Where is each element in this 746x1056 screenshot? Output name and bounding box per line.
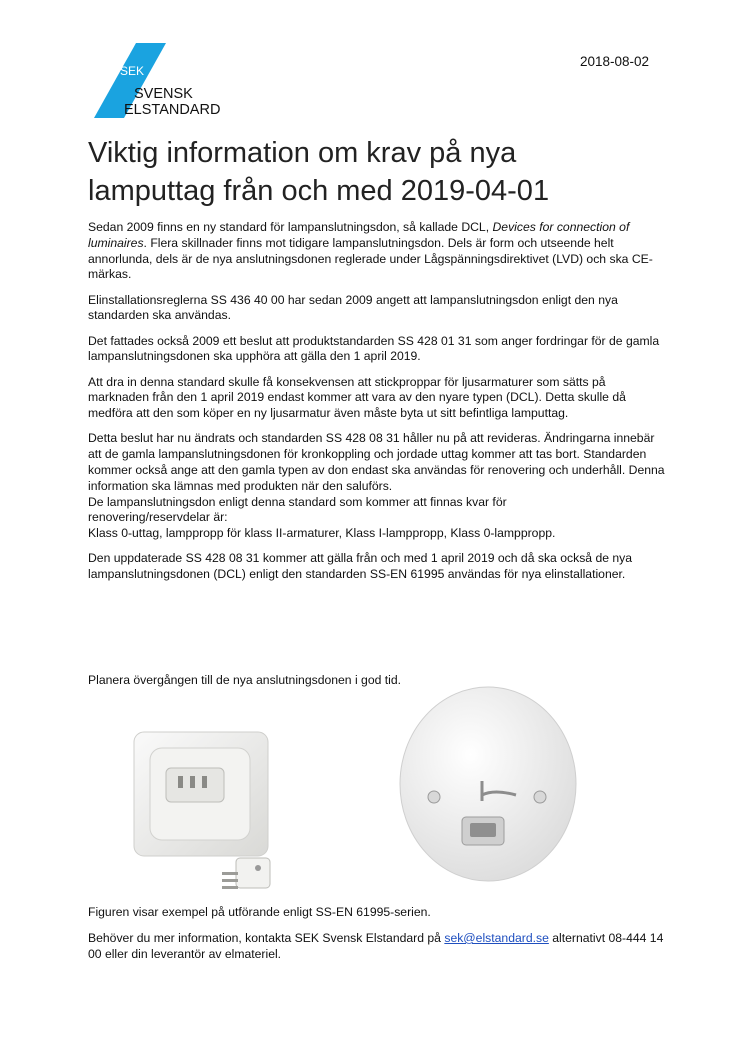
title-line-1: Viktig information om krav på nya	[88, 137, 517, 169]
body-text	[88, 220, 668, 592]
intro-text-b: . Flera skillnader finns mot tidigare lampanslutningsdon. Dels är form och utseende helt annorlunda, dels är de nya anslutningsdonen reglerade under Lågspänningsdirektivet (LVD) och ska CE-märkas.	[88, 235, 653, 282]
paragraph-remaining-types	[88, 495, 668, 542]
document-date: 2018-08-02	[580, 54, 650, 69]
paragraph-contact	[88, 931, 668, 963]
email-link[interactable]: sek@elstandard.se	[444, 931, 549, 945]
remaining-line-1: De lampanslutningsdon enligt denna standard som kommer att finnas kvar för	[88, 494, 507, 509]
paragraph-revision: Detta beslut har nu ändrats och standarden SS 428 08 31 håller nu på att revideras. Ändringarna innebär att de gamla lampanslutningsdonen för kronkoppling och jordade uttag kommer att tas bort. Standarden kommer också ange att den gamla typen av don endast ska användas för renovering och underhåll. Denna information ska lämnas med produkten när den saluförs.	[88, 431, 665, 493]
paragraph-intro	[88, 220, 668, 283]
paragraph-plan: Planera övergången till de nya anslutningsdonen i god tid.	[88, 673, 402, 687]
paragraph-decision-2009: Det fattades också 2009 ett beslut att produktstandarden SS 428 01 31 som anger fordringar för de gamla lampanslutningsdonen ska upphöra att gälla den 1 april 2019.	[88, 333, 660, 364]
logo-line2: ELSTANDARD	[124, 102, 221, 118]
remaining-line-2: renovering/reservdelar är:	[88, 510, 228, 525]
intro-text-a: Sedan 2009 finns en ny standard för lampanslutningsdon, så kallade DCL,	[88, 220, 493, 234]
logo-line1: SVENSK	[134, 86, 193, 102]
paragraph-installation-rules: Elinstallationsreglerna SS 436 40 00 har sedan 2009 angett att lampanslutningsdon enligt den nya standarden ska användas.	[88, 292, 618, 323]
intro-emphasis: Devices for connection of luminaires	[88, 220, 630, 250]
paragraph-updated-standard: Den uppdaterade SS 428 08 31 kommer att gälla från och med 1 april 2019 och då ska också de nya lampanslutningsdonen (DCL) enligt den standarden SS-EN 61995 användas för nya elinstallationer.	[88, 551, 633, 582]
page-title	[88, 134, 648, 210]
title-line-2: lamputtag från och med 2019-04-01	[88, 175, 550, 207]
figure-caption: Figuren visar exempel på utförande enligt SS-EN 61995-serien.	[88, 905, 431, 919]
dcl-outlet-image	[128, 726, 280, 898]
sek-logo	[94, 43, 244, 118]
remaining-line-3: Klass 0-uttag, lamppropp för klass II-armaturer, Klass I-lamppropp, Klass 0-lamppropp.	[88, 526, 556, 541]
contact-text-a: Behöver du mer information, kontakta SEK Svensk Elstandard på	[88, 931, 445, 945]
dcl-round-outlet-image	[398, 685, 578, 883]
contact-text-b: alternativt 08-444 14 00 eller din leverantör av elmateriel.	[88, 931, 664, 961]
logo-abbr: SEK	[120, 64, 145, 78]
paragraph-consequence: Att dra in denna standard skulle få konsekvensen att stickproppar för ljusarmaturer som sätts på marknaden från den 1 april 2019 endast kommer att vara av den nyare typen (DCL). Detta skulle då medföra att den som köper en ny ljusarmatur även måste byta ut sitt befintliga lamputtag.	[88, 374, 626, 421]
